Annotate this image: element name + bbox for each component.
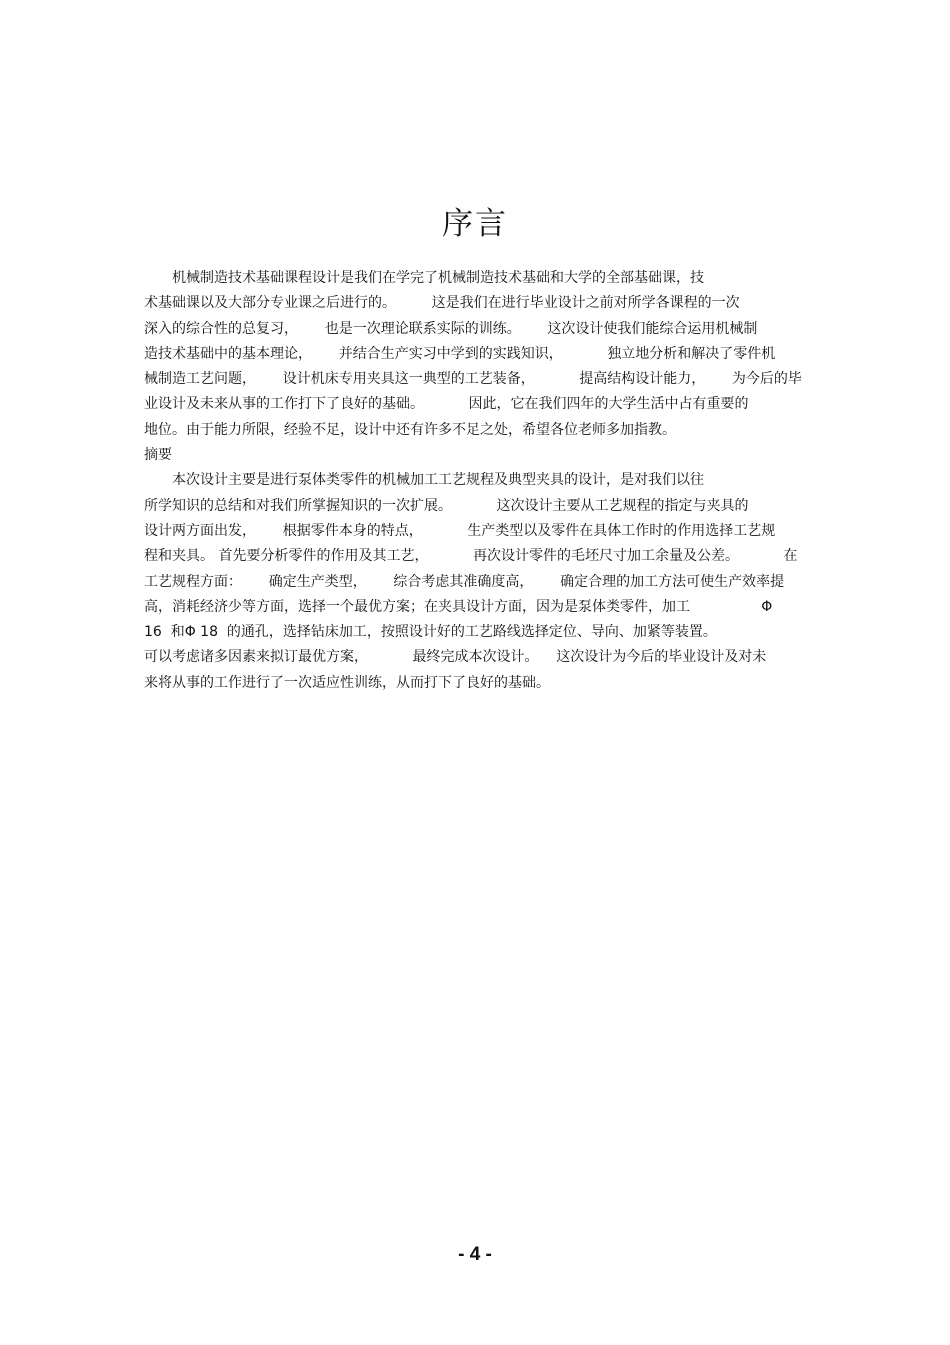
abstract-heading: 摘要 [144,447,172,464]
abstract-line: 所学知识的总结和对我们所掌握知识的一次扩展。 这次设计主要从工艺规程的指定与夹具的 [144,497,749,514]
abstract-line: 工艺规程方面： 确定生产类型， 综合考虑其准确度高， 确定合理的加工方法可使生产效率提 [144,573,785,590]
abstract-line: 来将从事的工作进行了一次适应性训练，从而打下了良好的基础。 [144,674,550,691]
preface-line: 业设计及未来从事的工作打下了良好的基础。 因此，它在我们四年的大学生活中占有重要的 [144,396,749,413]
abstract-line: 本次设计主要是进行泵体类零件的机械加工工艺规程及典型夹具的设计，是对我们以往 [172,472,704,489]
abstract-line: 程和夹具。 首先要分析零件的作用及其工艺， 再次设计零件的毛坯尺寸加工余量及公差。 在 [144,548,798,565]
page-number: - 4 - [458,1244,492,1265]
preface-line: 深入的综合性的总复习， 也是一次理论联系实际的训练。 这次设计使我们能综合运用机械制 [144,320,758,337]
page-title: 序言 [442,206,508,242]
body-text [144,266,824,696]
preface-line: 地位。由于能力所限，经验不足，设计中还有许多不足之处，希望各位老师多加指教。 [144,421,676,438]
preface-line: 械制造工艺问题， 设计机床专用夹具这一典型的工艺装备， 提高结构设计能力， 为今后的毕 [144,371,802,388]
preface-line: 造技术基础中的基本理论， 并结合生产实习中学到的实践知识， 独立地分析和解决了零件机 [144,345,776,362]
abstract-line: 可以考虑诸多因素来拟订最优方案， 最终完成本次设计。 这次设计为今后的毕业设计及对未 [144,649,767,666]
preface-line: 机械制造技术基础课程设计是我们在学完了机械制造技术基础和大学的全部基础课，技 [172,270,704,286]
abstract-line: 16 和Φ 18 的通孔，选择钻床加工，按照设计好的工艺路线选择定位、导向、加紧等装置。 [144,624,717,641]
abstract-line: 高，消耗经济少等方面，选择一个最优方案；在夹具设计方面，因为是泵体类零件，加工 Φ [144,598,773,615]
abstract-line: 设计两方面出发， 根据零件本身的特点， 生产类型以及零件在具体工作时的作用选择工艺规 [144,522,776,539]
preface-line: 术基础课以及大部分专业课之后进行的。 这是我们在进行毕业设计之前对所学各课程的一次 [144,295,740,312]
